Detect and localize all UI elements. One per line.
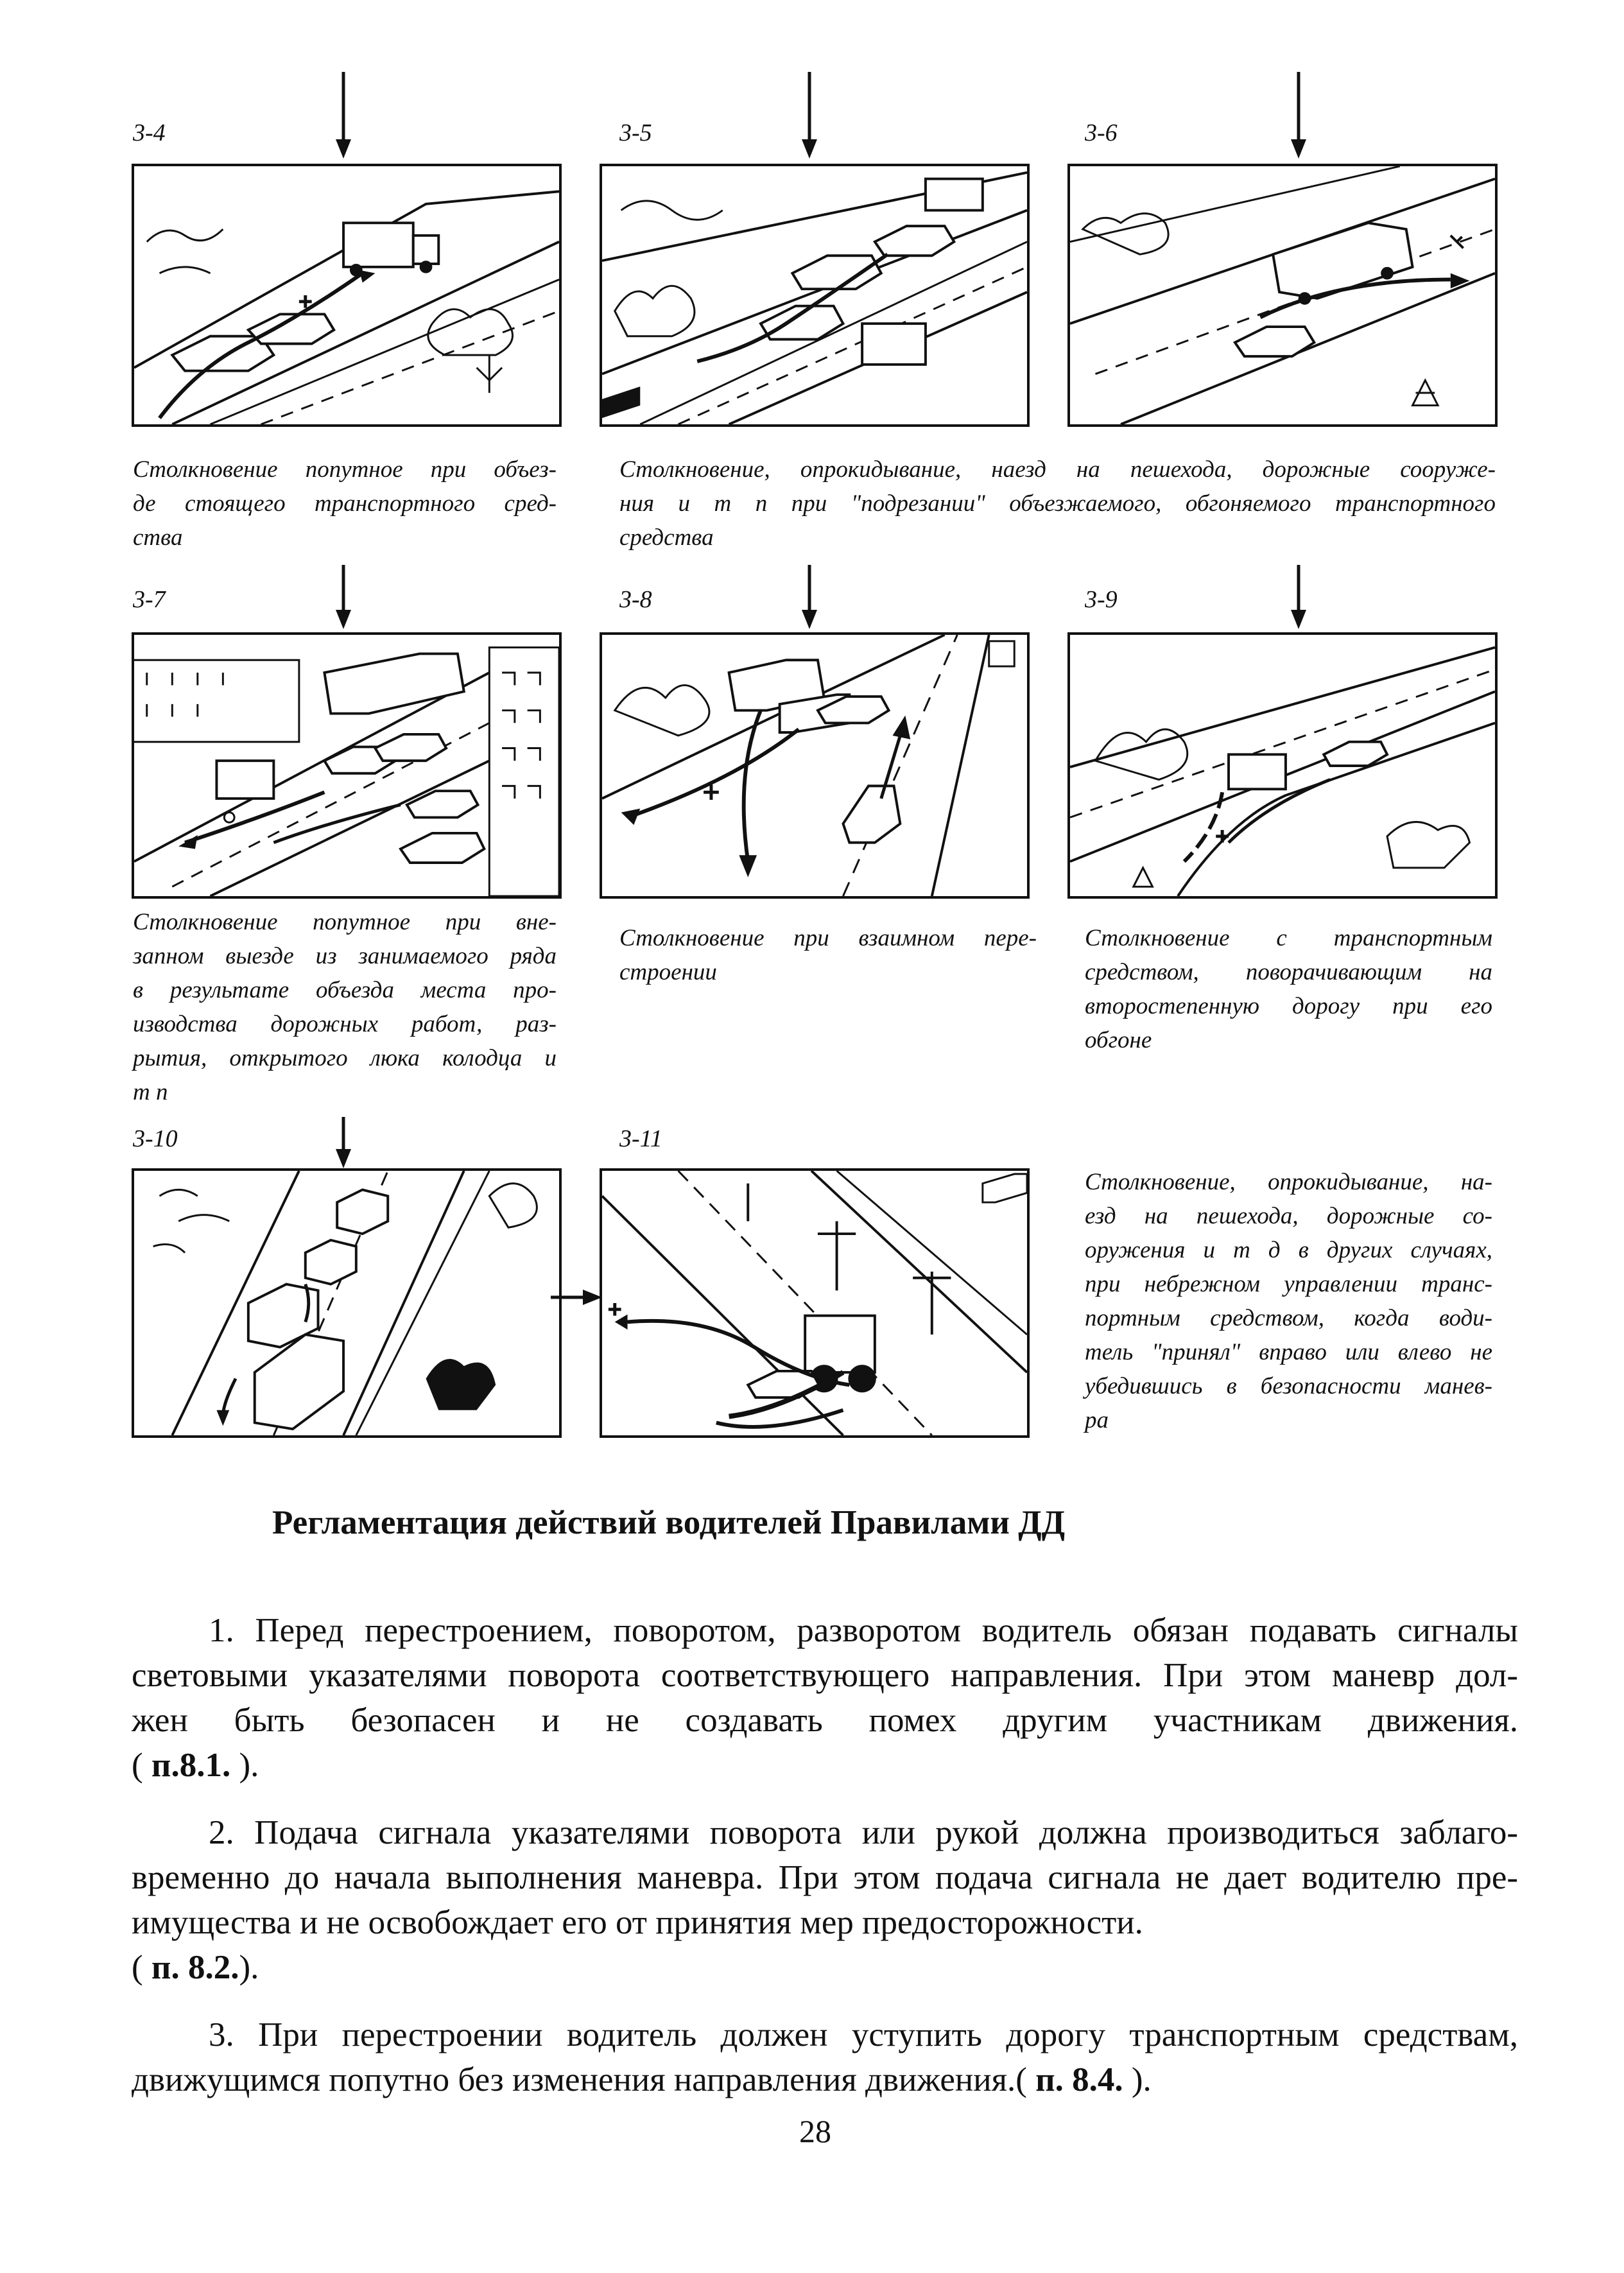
paragraph-line: 2. Подача сигнала указателями поворота или рукой должна производиться заблаго- bbox=[209, 1814, 1518, 1851]
figure-label-3-7: 3-7 bbox=[133, 586, 166, 613]
arrow-down-icon bbox=[334, 72, 353, 159]
ref-open: ( bbox=[132, 1949, 151, 1986]
figure-label-3-6: 3-6 bbox=[1085, 119, 1118, 146]
paragraph-line: имущества и не освобождает его от принятия мер предосторожности. bbox=[132, 1904, 1143, 1941]
caption-line: при небрежном управлении транс- bbox=[1085, 1271, 1492, 1297]
caption-line: в результате объезда места про- bbox=[133, 977, 557, 1003]
paragraph-line: световыми указателями поворота соответствующего направления. При этом маневр дол- bbox=[132, 1657, 1518, 1694]
figure-label-3-8: 3-8 bbox=[619, 586, 652, 613]
figure-label-3-11: 3-11 bbox=[619, 1125, 662, 1152]
figure-label-3-5: 3-5 bbox=[619, 119, 652, 146]
arrow-down-icon bbox=[1289, 565, 1308, 629]
caption-line: тель "принял" вправо или влево не bbox=[1085, 1339, 1492, 1365]
paragraph-line bbox=[132, 2057, 1518, 2102]
illustration-3-5 bbox=[600, 164, 1030, 427]
illustration-3-10 bbox=[132, 1168, 562, 1438]
caption-3-8 bbox=[619, 921, 1037, 989]
illustration-3-7 bbox=[132, 632, 562, 899]
caption-line: Столкновение попутное при объез- bbox=[133, 456, 557, 483]
figure-label-3-9: 3-9 bbox=[1085, 586, 1118, 613]
illustration-3-11 bbox=[600, 1168, 1030, 1438]
paragraph-text: движущимся попутно без изменения направления движения.( bbox=[132, 2061, 1036, 2098]
paragraph-line: 3. При перестроении водитель должен уступить дорогу транспортным средствам, bbox=[209, 2016, 1518, 2053]
rule-number: п.8.1. bbox=[151, 1747, 231, 1784]
illustration-3-8 bbox=[600, 632, 1030, 899]
paragraph-line: жен быть безопасен и не создавать помех другим участникам движения. bbox=[132, 1702, 1518, 1739]
arrow-down-icon bbox=[800, 72, 819, 159]
arrow-right-icon bbox=[551, 1288, 602, 1307]
caption-3-7 bbox=[133, 905, 557, 1109]
arrow-down-icon bbox=[1289, 72, 1308, 159]
arrow-down-icon bbox=[334, 1117, 353, 1168]
ref-close: ). bbox=[1123, 2061, 1152, 2098]
caption-line: средством, поворачивающим на bbox=[1085, 959, 1492, 985]
illustration-3-9 bbox=[1067, 632, 1498, 899]
caption-line: Столкновение, опрокидывание, наезд на пешехода, дорожные сооруже- bbox=[619, 456, 1496, 483]
caption-line: рытия, открытого люка колодца и bbox=[133, 1045, 557, 1071]
caption-3-11 bbox=[1085, 1165, 1492, 1437]
caption-line: Столкновение с транспортным bbox=[1085, 925, 1492, 951]
rule-number: п. 8.4. bbox=[1035, 2061, 1123, 2098]
caption-line: Столкновение, опрокидывание, на- bbox=[1085, 1169, 1492, 1195]
caption-line: ния и т п при "подрезании" объезжаемого, обгоняемого транспортного bbox=[619, 490, 1496, 517]
ref-open: ( bbox=[132, 1747, 151, 1784]
caption-line: второстепенную дорогу при его bbox=[1085, 993, 1492, 1019]
caption-line: т п bbox=[133, 1079, 168, 1105]
caption-line: запном выезде из занимаемого ряда bbox=[133, 943, 557, 969]
paragraph-3 bbox=[132, 2012, 1518, 2102]
illustration-3-6 bbox=[1067, 164, 1498, 427]
caption-3-4 bbox=[133, 453, 557, 555]
paragraph-line: 1. Перед перестроением, поворотом, разворотом водитель обязан подавать сигналы bbox=[209, 1612, 1518, 1649]
arrow-down-icon bbox=[800, 565, 819, 629]
rule-number: п. 8.2. bbox=[151, 1949, 239, 1986]
caption-line: средства bbox=[619, 524, 714, 551]
ref-close: ). bbox=[230, 1747, 259, 1784]
caption-line: де стоящего транспортного сред- bbox=[133, 490, 557, 517]
section-heading: Регламентация действий водителей Правилами ДД bbox=[272, 1504, 1066, 1541]
caption-3-9 bbox=[1085, 921, 1492, 1057]
paragraph-2 bbox=[132, 1810, 1518, 1990]
rule-reference bbox=[132, 1743, 1518, 1788]
caption-line: оружения и т д в других случаях, bbox=[1085, 1237, 1492, 1263]
caption-line: Столкновение при взаимном пере- bbox=[619, 925, 1037, 951]
caption-line: портным средством, когда води- bbox=[1085, 1305, 1492, 1331]
caption-line: ра bbox=[1085, 1407, 1109, 1433]
caption-line: убедившись в безопасности манев- bbox=[1085, 1373, 1492, 1399]
caption-line: Столкновение попутное при вне- bbox=[133, 909, 557, 935]
caption-line: обгоне bbox=[1085, 1027, 1152, 1053]
figure-label-3-4: 3-4 bbox=[133, 119, 166, 146]
illustration-3-4 bbox=[132, 164, 562, 427]
arrow-down-icon bbox=[334, 565, 353, 629]
figure-label-3-10: 3-10 bbox=[133, 1125, 178, 1152]
page-number: 28 bbox=[799, 2113, 831, 2149]
ref-close: ). bbox=[239, 1949, 259, 1986]
caption-line: езд на пешехода, дорожные со- bbox=[1085, 1203, 1492, 1229]
caption-line: ства bbox=[133, 524, 183, 551]
paragraph-1 bbox=[132, 1608, 1518, 1788]
caption-line: строении bbox=[619, 959, 717, 985]
caption-line: изводства дорожных работ, раз- bbox=[133, 1011, 557, 1037]
caption-3-5 bbox=[619, 453, 1496, 555]
paragraph-line: временно до начала выполнения маневра. При этом подача сигнала не дает водителю пре- bbox=[132, 1859, 1518, 1896]
rule-reference bbox=[132, 1945, 1518, 1990]
